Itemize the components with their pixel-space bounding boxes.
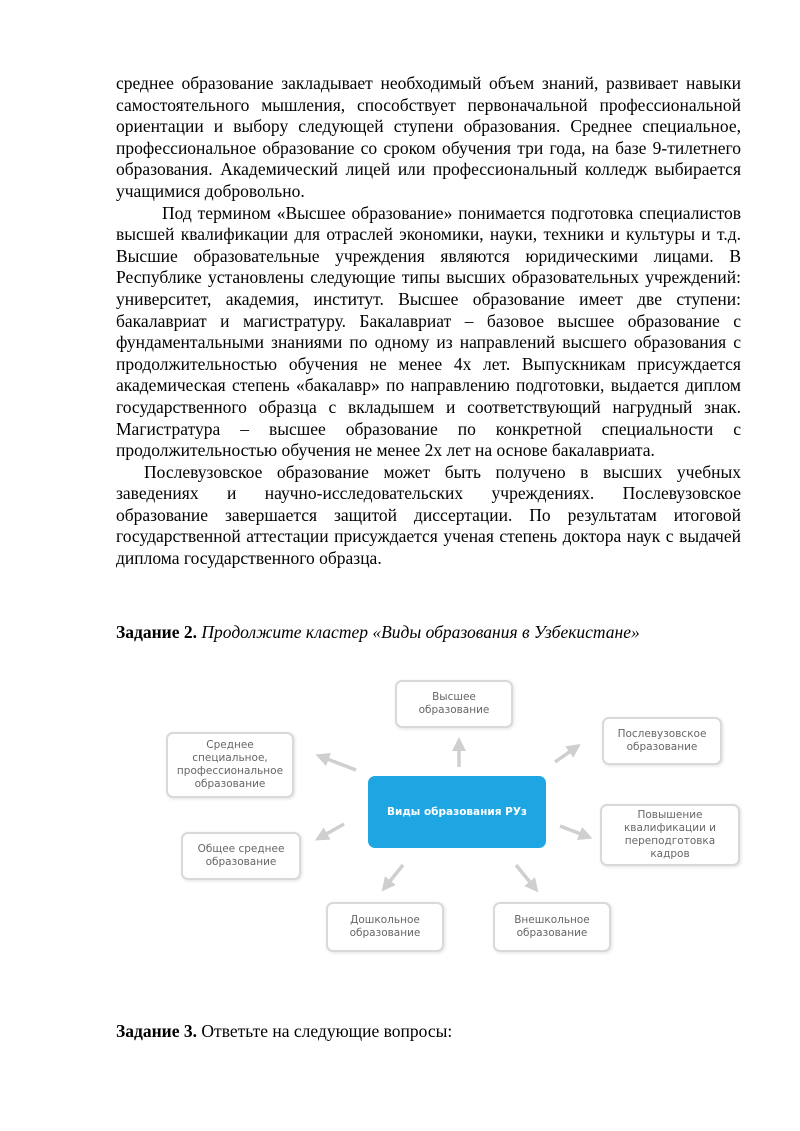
arrow-to-general-secondary: [321, 824, 344, 837]
node-secondary-special-education: Среднее специальное, профессиональное образование: [166, 732, 294, 798]
task-3-text: Ответьте на следующие вопросы:: [201, 1021, 453, 1041]
task-2-heading: [116, 622, 640, 643]
body-text: [116, 73, 741, 570]
node-higher-education: Высшее образование: [395, 680, 513, 728]
node-postgraduate-education: Послевузовское образование: [602, 717, 722, 765]
task-3-heading: [116, 1021, 452, 1042]
task-3-label: Задание 3.: [116, 1021, 198, 1041]
node-retraining: Повышение квалификации и переподготовка кадров: [600, 804, 740, 866]
task-2-label: Задание 2.: [116, 622, 198, 642]
node-preschool-education: Дошкольное образование: [326, 902, 444, 952]
arrow-to-retraining: [560, 826, 586, 836]
arrow-to-preschool: [386, 865, 403, 886]
arrow-to-extracurricular: [516, 865, 534, 887]
node-extracurricular-education: Внешкольное образование: [493, 902, 611, 952]
task-2-text: Продолжите кластер «Виды образования в Узбекистане»: [201, 622, 640, 642]
arrow-to-secondary-special: [322, 757, 356, 770]
arrow-to-postgraduate: [555, 748, 575, 762]
paragraph-postgraduate-education: Послевузовское образование может быть получено в высших учебных заведениях и научно-исследовательских учреждениях. Послевузовское образование завершается защитой диссертации. По результатам итоговой государственной аттестации присуждается ученая степень доктора наук с выдачей диплома государственного образца.: [116, 461, 741, 569]
education-cluster-diagram: [160, 672, 750, 962]
paragraph-higher-education: Под термином «Высшее образование» понимается подготовка специалистов высшей квалификации для отраслей экономики, науки, техники и культуры и т.д. Высшие образовательные учреждения являются юридическими лицами. В Республике установлены следующие типы высших образовательных учреждений: университет, академия, институт. Высшее образование имеет две ступени: бакалавриат и магистратуру. Бакалавриат – базовое высшее образование с фундаментальными знаниями по одному из направлений высшего образования с продолжительностью обучения не менее 4х лет. Выпускникам присуждается академическая степень «бакалавр» по направлению подготовки, выдается диплом государственного образца с вкладышем и соответствующий нагрудный знак. Магистратура – высшее образование по конкретной специальности с продолжительностью обучения не менее 2х лет на основе бакалавриата.: [116, 202, 741, 461]
paragraph-secondary-education: среднее образование закладывает необходимый объем знаний, развивает навыки самостоятельного мышления, способствует первоначальной профессиональной ориентации и выбору следующей ступени образования. Среднее специальное, профессиональное образование со сроком обучения три года, на базе 9-тилетнего образования. Академический лицей или профессиональный колледж выбирается учащимися добровольно.: [116, 73, 741, 201]
node-general-secondary-education: Общее среднее образование: [181, 832, 301, 880]
cluster-center-node: Виды образования РУз: [368, 776, 546, 848]
